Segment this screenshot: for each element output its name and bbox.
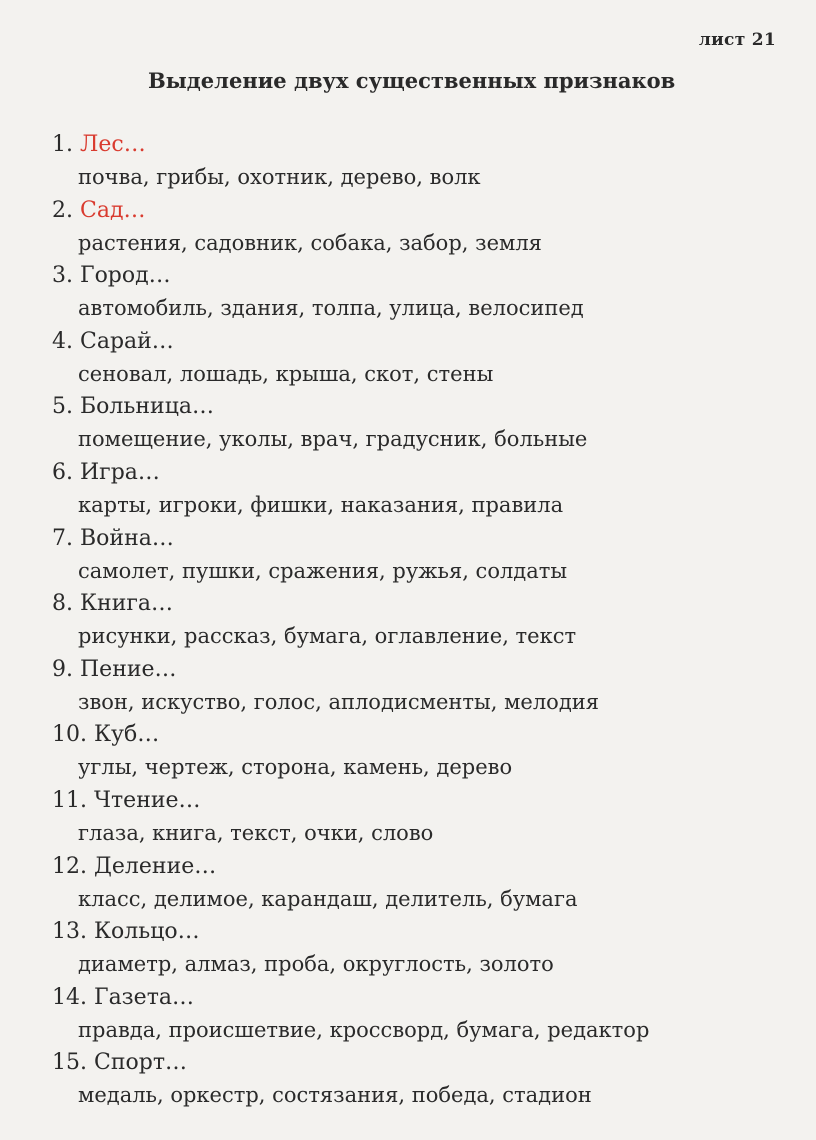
item-head <box>52 456 792 489</box>
item-word: Лес… <box>80 132 146 157</box>
list-item <box>52 653 792 719</box>
list-item <box>52 259 792 325</box>
list-item <box>52 915 792 981</box>
item-number: 10. <box>52 722 87 748</box>
item-head <box>52 981 792 1014</box>
item-word: Город… <box>80 263 171 289</box>
item-word: Пение… <box>80 656 177 682</box>
item-number: 14. <box>52 984 87 1010</box>
item-head <box>52 653 792 686</box>
item-head <box>52 1046 792 1079</box>
sheet-number: лист 21 <box>698 30 776 50</box>
item-answers: рисунки, рассказ, бумага, оглавление, текст <box>78 624 577 649</box>
item-word: Игра… <box>80 459 160 485</box>
item-answers: сеновал, лошадь, крыша, скот, стены <box>78 361 494 386</box>
item-number: 11. <box>52 787 87 813</box>
item-head <box>52 194 792 227</box>
item-head <box>52 259 792 292</box>
item-answers: класс, делимое, карандаш, делитель, бумага <box>78 886 578 911</box>
item-number: 2. <box>52 197 73 223</box>
item-head <box>52 325 792 358</box>
item-head <box>52 587 792 620</box>
item-word: Газета… <box>94 984 194 1010</box>
item-number: 1. <box>52 132 73 157</box>
list-item <box>52 981 792 1047</box>
item-word: Война… <box>80 525 174 551</box>
list-item <box>52 390 792 456</box>
list-item <box>52 128 792 194</box>
item-answers: медаль, оркестр, состязания, победа, стадион <box>78 1083 592 1108</box>
item-number: 3. <box>52 263 73 289</box>
item-word: Сарай… <box>80 328 174 354</box>
item-number: 12. <box>52 853 87 879</box>
item-answers: помещение, уколы, врач, градусник, больные <box>78 427 588 452</box>
item-answers: диаметр, алмаз, проба, округлость, золото <box>78 952 554 977</box>
item-answers: звон, искуство, голос, аплодисменты, мелодия <box>78 689 599 714</box>
page-title: Выделение двух существенных признаков <box>148 68 676 93</box>
list-item <box>52 587 792 653</box>
item-head <box>52 850 792 883</box>
item-word: Кольцо… <box>94 919 200 945</box>
item-number: 6. <box>52 459 73 485</box>
item-answers: растения, садовник, собака, забор, земля <box>78 230 542 255</box>
task-list <box>52 128 792 1112</box>
item-answers: автомобиль, здания, толпа, улица, велосипед <box>78 296 584 321</box>
item-head <box>52 915 792 948</box>
item-head <box>52 128 792 161</box>
item-answers: почва, грибы, охотник, дерево, волк <box>78 165 481 189</box>
item-word: Сад… <box>80 197 146 223</box>
item-number: 7. <box>52 525 73 551</box>
item-head <box>52 390 792 423</box>
list-item <box>52 456 792 522</box>
item-word: Спорт… <box>94 1050 187 1076</box>
list-item <box>52 325 792 391</box>
item-word: Больница… <box>80 394 214 420</box>
item-answers: самолет, пушки, сражения, ружья, солдаты <box>78 558 568 583</box>
item-number: 4. <box>52 328 73 354</box>
item-word: Книга… <box>80 591 173 617</box>
item-head <box>52 718 792 751</box>
item-number: 15. <box>52 1050 87 1076</box>
item-number: 8. <box>52 591 73 617</box>
list-item <box>52 718 792 784</box>
item-number: 9. <box>52 656 73 682</box>
list-item <box>52 850 792 916</box>
item-number: 5. <box>52 394 73 420</box>
list-item <box>52 194 792 260</box>
item-answers: глаза, книга, текст, очки, слово <box>78 820 434 845</box>
item-word: Чтение… <box>94 787 201 813</box>
item-word: Куб… <box>94 722 160 748</box>
list-item <box>52 522 792 588</box>
item-number: 13. <box>52 919 87 945</box>
item-answers: правда, происшетвие, кроссворд, бумага, редактор <box>78 1017 650 1042</box>
item-head <box>52 784 792 817</box>
list-item <box>52 784 792 850</box>
item-head <box>52 522 792 555</box>
item-word: Деление… <box>94 853 217 879</box>
item-answers: карты, игроки, фишки, наказания, правила <box>78 492 564 517</box>
item-answers: углы, чертеж, сторона, камень, дерево <box>78 755 513 780</box>
list-item <box>52 1046 792 1112</box>
